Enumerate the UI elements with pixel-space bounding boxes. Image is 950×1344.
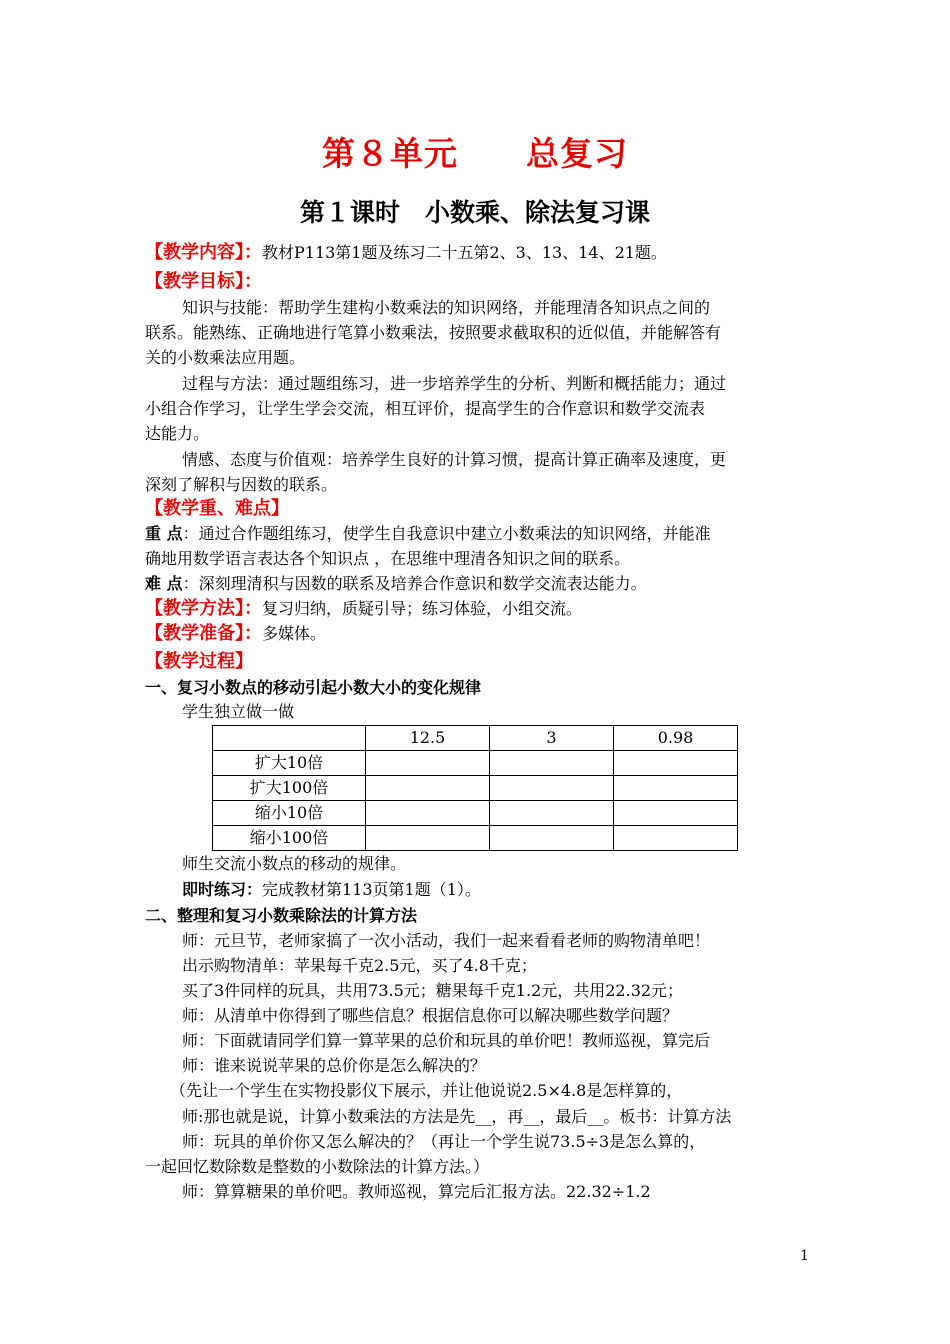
page-number: 1 bbox=[800, 1248, 809, 1264]
section-1-intro: 学生独立做一做 bbox=[182, 702, 295, 721]
key-text: ：通过合作题组练习，使学生自我意识中建立小数乘法的知识网络，并能准 bbox=[182, 524, 711, 543]
section-2-line: （先让一个学生在实物投影仪下展示，并让他说说2.5×4.8是怎样算的， bbox=[170, 1081, 683, 1100]
table-row-label: 扩大100倍 bbox=[213, 776, 366, 801]
table-cell bbox=[614, 801, 738, 826]
table-row bbox=[213, 751, 738, 776]
practice-label: 即时练习： bbox=[182, 880, 263, 899]
objective-line: 过程与方法：通过题组练习，进一步培养学生的分析、判断和概括能力；通过 bbox=[182, 374, 727, 393]
prep-line bbox=[145, 622, 326, 646]
key-point-line bbox=[145, 522, 711, 546]
table-cell bbox=[614, 776, 738, 801]
table-cell bbox=[614, 826, 738, 851]
table-cell bbox=[490, 776, 614, 801]
table-row-label: 缩小100倍 bbox=[213, 826, 366, 851]
prep-heading: 【教学准备】： bbox=[145, 623, 262, 644]
section-2-line: 买了3件同样的玩具，共用73.5元；糖果每千克1.2元，共用22.32元； bbox=[182, 981, 684, 1000]
section-2-title: 二、整理和复习小数乘除法的计算方法 bbox=[145, 906, 418, 925]
unit-title: 第８单元 总复习 bbox=[322, 134, 628, 173]
table-cell bbox=[366, 751, 490, 776]
method-line bbox=[145, 597, 582, 621]
objective-line: 小组合作学习，让学生学会交流，相互评价，提高学生的合作意识和数学交流表 bbox=[145, 399, 706, 418]
difficulty-label: 难 点 bbox=[145, 574, 183, 593]
key-point-line-2: 确地用数学语言表达各个知识点 ，在思维中理清各知识之间的联系。 bbox=[145, 549, 631, 568]
practice-line bbox=[182, 878, 481, 902]
content-text: 教材P113第1题及练习二十五第2、3、13、14、21题。 bbox=[262, 243, 667, 262]
section-2-line: 师：谁来说说苹果的总价你是怎么解决的？ bbox=[182, 1056, 487, 1075]
lesson-title: 第１课时 小数乘、除法复习课 bbox=[299, 198, 650, 227]
table-cell bbox=[366, 801, 490, 826]
method-text: 复习归纳，质疑引导；练习体验，小组交流。 bbox=[262, 599, 583, 618]
table-cell bbox=[490, 751, 614, 776]
objective-line: 联系。能熟练、正确地进行笔算小数乘法，按照要求截取积的近似值，并能解答有 bbox=[145, 323, 722, 342]
objective-line: 知识与技能：帮助学生建构小数乘法的知识网络，并能理清各知识点之间的 bbox=[182, 298, 711, 317]
key-points-heading: 【教学重、难点】 bbox=[145, 498, 289, 519]
section-2-line: 师：元旦节，老师家搞了一次小活动，我们一起来看看老师的购物清单吧！ bbox=[182, 931, 711, 950]
section-1-after: 师生交流小数点的移动的规律。 bbox=[182, 854, 407, 873]
section-2-line: 师：从清单中你得到了哪些信息？根据信息你可以解决哪些数学问题？ bbox=[182, 1006, 679, 1025]
objective-line: 深刻了解积与因数的联系。 bbox=[145, 475, 338, 494]
table-cell bbox=[614, 751, 738, 776]
objective-line: 情感、态度与价值观：培养学生良好的计算习惯，提高计算正确率及速度，更 bbox=[182, 450, 727, 469]
section-2-line: 师:那也就是说，计算小数乘法的方法是先__，再__，最后__。板书：计算方法 bbox=[182, 1107, 732, 1126]
difficulty-line bbox=[145, 572, 647, 596]
difficulty-text: ：深刻理清积与因数的联系及培养合作意识和数学交流表达能力。 bbox=[182, 574, 647, 593]
section-2-line: 师：算算糖果的单价吧。教师巡视，算完后汇报方法。22.32÷1.2 bbox=[182, 1182, 651, 1201]
table-header-cell: 3 bbox=[490, 726, 614, 751]
section-2-line: 出示购物清单：苹果每千克2.5元，买了4.8千克； bbox=[182, 956, 537, 975]
table-row bbox=[213, 776, 738, 801]
key-label: 重 点 bbox=[145, 524, 183, 543]
table-row bbox=[213, 826, 738, 851]
section-1-title: 一、复习小数点的移动引起小数大小的变化规律 bbox=[145, 678, 482, 697]
table-header-row bbox=[213, 726, 738, 751]
table-header-cell: 12.5 bbox=[366, 726, 490, 751]
table-cell bbox=[490, 801, 614, 826]
table-row-label: 扩大10倍 bbox=[213, 751, 366, 776]
table-cell bbox=[490, 826, 614, 851]
practice-text: 完成教材第113页第1题（1）。 bbox=[262, 880, 481, 899]
table-cell bbox=[366, 776, 490, 801]
process-heading: 【教学过程】 bbox=[145, 651, 253, 672]
section-2-line: 师：下面就请同学们算一算苹果的总价和玩具的单价吧！教师巡视，算完后 bbox=[182, 1031, 711, 1050]
table-row bbox=[213, 801, 738, 826]
table-header-cell bbox=[213, 726, 366, 751]
content-line bbox=[145, 241, 667, 265]
objectives-heading: 【教学目标】： bbox=[145, 271, 262, 292]
method-heading: 【教学方法】： bbox=[145, 598, 262, 619]
decimal-shift-table bbox=[212, 725, 738, 851]
section-2-line: 师：玩具的单价你又怎么解决的？（再让一个学生说73.5÷3是怎么算的， bbox=[182, 1132, 706, 1151]
table-header-cell: 0.98 bbox=[614, 726, 738, 751]
objective-line: 关的小数乘法应用题。 bbox=[145, 348, 306, 367]
objective-line: 达能力。 bbox=[145, 424, 210, 443]
table-row-label: 缩小10倍 bbox=[213, 801, 366, 826]
content-heading: 【教学内容】： bbox=[145, 242, 262, 263]
table-cell bbox=[366, 826, 490, 851]
prep-text: 多媒体。 bbox=[262, 624, 327, 643]
section-2-line: 一起回忆数除数是整数的小数除法的计算方法。） bbox=[145, 1157, 490, 1176]
